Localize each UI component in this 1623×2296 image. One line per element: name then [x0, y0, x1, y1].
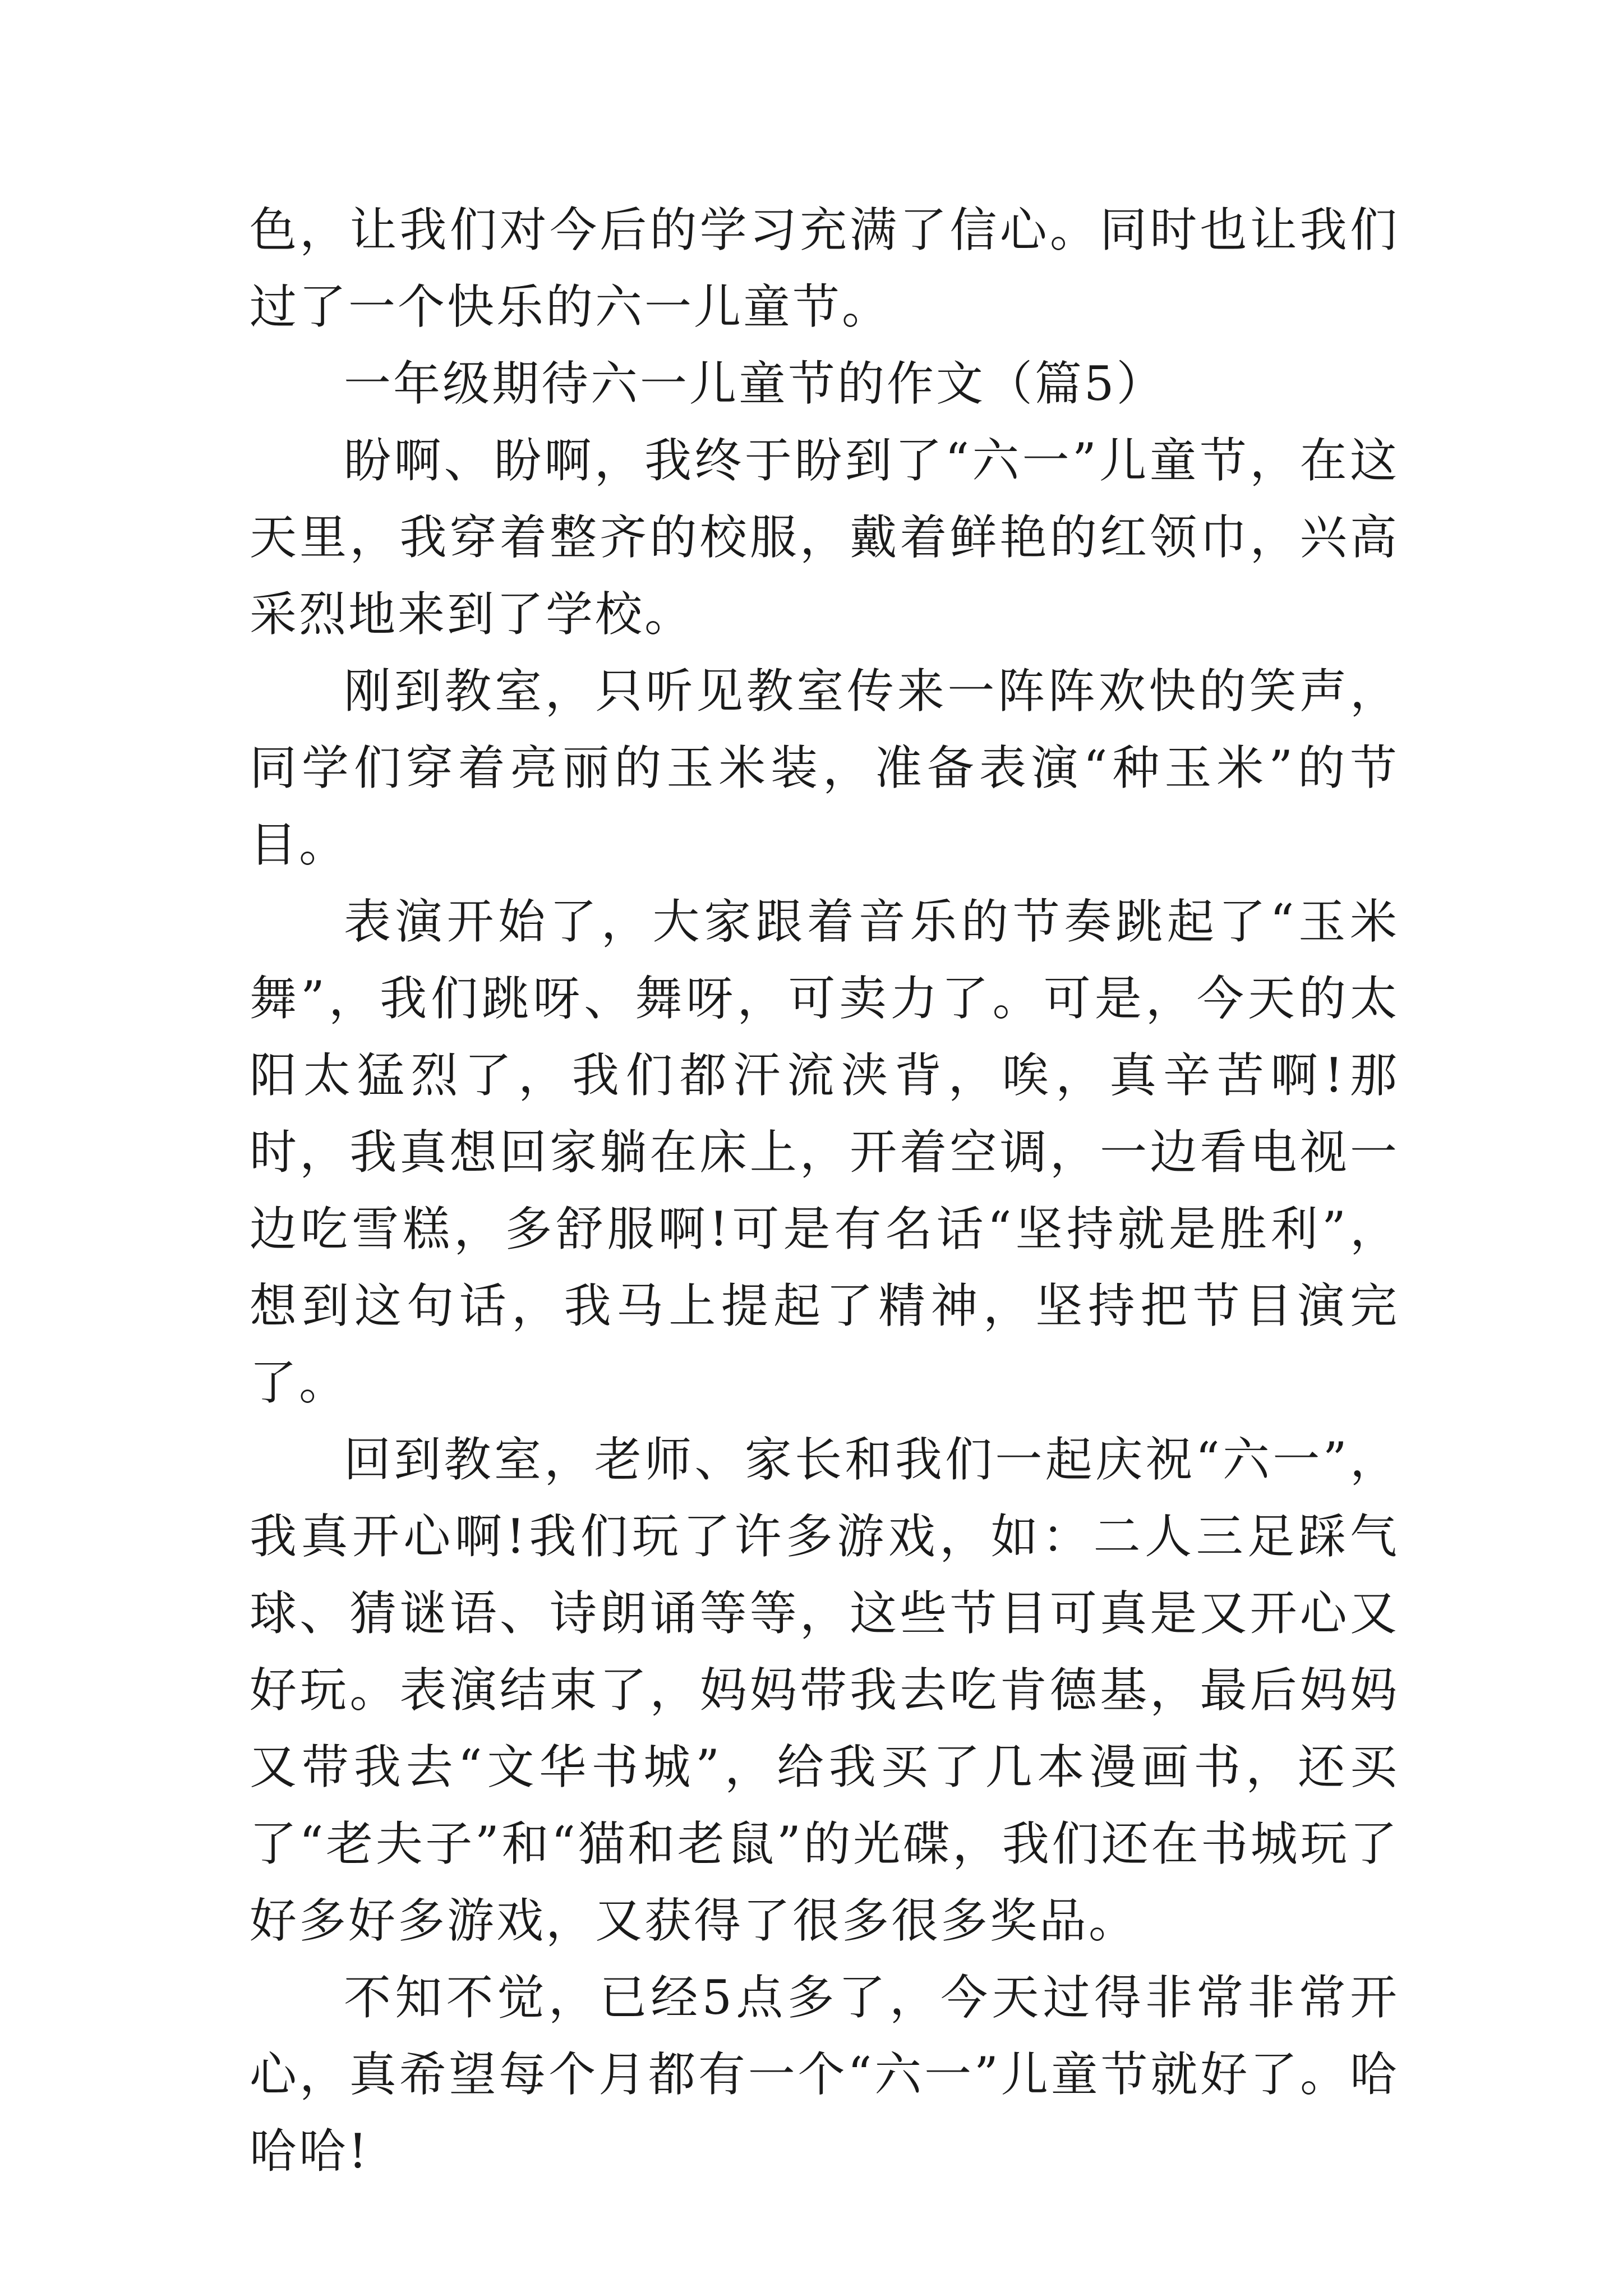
paragraph-1: 盼啊、盼啊，我终于盼到了“六一”儿童节，在这天里，我穿着整齐的校服，戴着鲜艳的红领巾，兴高采烈地来到了学校。 — [250, 433, 1399, 642]
paragraph-3: 表演开始了，大家跟着音乐的节奏跳起了“玉米舞”，我们跳呀、舞呀，可卖力了。可是，今天的太阳太猛烈了，我们都汗流浃背，唉，真辛苦啊!那时，我真想回家躺在床上，开着空调，一边看电视一边吃雪糕，多舒服啊!可是有名话“坚持就是胜利”，想到这句话，我马上提起了精神，坚持把节目演完了。 — [250, 894, 1399, 1410]
paragraph-continuation: 色，让我们对今后的学习充满了信心。同时也让我们过了一个快乐的六一儿童节。 — [250, 203, 1399, 334]
essay-title: 一年级期待六一儿童节的作文（篇5） — [344, 356, 1166, 411]
paragraph-2: 刚到教室，只听见教室传来一阵阵欢快的笑声，同学们穿着亮丽的玉米装，准备表演“种玉米”的节目。 — [250, 664, 1399, 872]
essay-body — [250, 192, 1399, 2190]
paragraph-5: 不知不觉，已经5点多了，今天过得非常非常开心，真希望每个月都有一个“六一”儿童节就好了。哈哈哈! — [250, 1970, 1399, 2179]
paragraph-4: 回到教室，老师、家长和我们一起庆祝“六一”，我真开心啊!我们玩了许多游戏，如：二人三足踩气球、猜谜语、诗朗诵等等，这些节目可真是又开心又好玩。表演结束了，妈妈带我去吃肯德基，最后妈妈又带我去“文华书城”，给我买了几本漫画书，还买了“老夫子”和“猫和老鼠”的光碟，我们还在书城玩了好多好多游戏，又获得了很多很多奖品。 — [250, 1432, 1399, 1948]
